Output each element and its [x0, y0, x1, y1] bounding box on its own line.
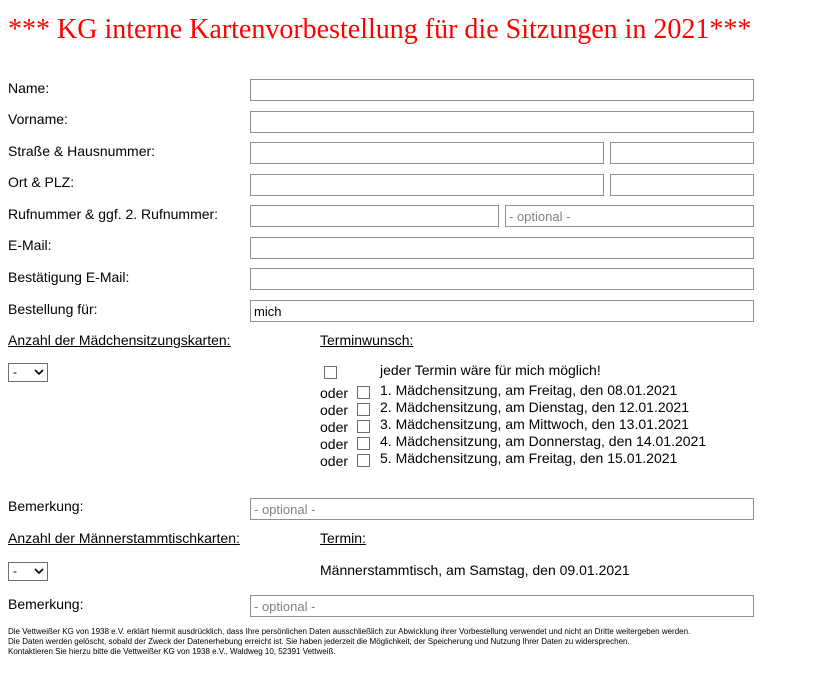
maenner-termin-text: Männerstammtisch, am Samstag, den 09.01.2021: [320, 562, 630, 578]
termin-option-4: 4. Mädchensitzung, am Donnerstag, den 14.01.2021: [380, 433, 707, 449]
telefon-input[interactable]: [250, 205, 499, 227]
oder-label: oder: [320, 385, 349, 401]
oder-label: oder: [320, 402, 349, 418]
termin-option-3: 3. Mädchensitzung, am Mittwoch, den 13.01.2021: [380, 416, 689, 432]
oder-label: oder: [320, 453, 349, 469]
maenner-count-label: Anzahl der Männerstammtischkarten:: [8, 530, 240, 546]
strasse-label: Straße & Hausnummer:: [8, 143, 156, 159]
name-label: Name:: [8, 80, 50, 96]
name-input[interactable]: [250, 79, 754, 101]
maenner-remark-input[interactable]: [250, 595, 754, 617]
maenner-count-select[interactable]: [8, 562, 48, 581]
chevron-down-icon: [34, 366, 44, 378]
checkbox-termin-3[interactable]: [357, 420, 370, 433]
maenner-remark-label: Bemerkung:: [8, 596, 84, 612]
chevron-down-icon: [34, 565, 44, 577]
telefon2-input[interactable]: [505, 205, 754, 227]
checkbox-termin-1[interactable]: [357, 386, 370, 399]
ort-input[interactable]: [250, 174, 604, 196]
termin-option-1: 1. Mädchensitzung, am Freitag, den 08.01.2021: [380, 382, 678, 398]
vorname-label: Vorname:: [8, 111, 68, 127]
email-confirm-label: Bestätigung E-Mail:: [8, 269, 130, 285]
any-termin-label: jeder Termin wäre für mich möglich!: [380, 362, 601, 378]
termin-option-5: 5. Mädchensitzung, am Freitag, den 15.01.2021: [380, 450, 678, 466]
email-label: E-Mail:: [8, 237, 52, 253]
strasse-input[interactable]: [250, 142, 604, 164]
bestellung-label: Bestellung für:: [8, 301, 98, 317]
maedchen-count-select[interactable]: [8, 363, 48, 382]
maedchen-remark-label: Bemerkung:: [8, 498, 84, 514]
termin-option-2: 2. Mädchensitzung, am Dienstag, den 12.01.2021: [380, 399, 689, 415]
oder-label: oder: [320, 436, 349, 452]
maenner-count-value: -: [13, 564, 17, 578]
bestellung-input[interactable]: [250, 300, 754, 322]
vorname-input[interactable]: [250, 111, 754, 133]
oder-label: oder: [320, 419, 349, 435]
privacy-notice: [8, 627, 810, 657]
plz-input[interactable]: [610, 174, 754, 196]
privacy-line-3: Kontaktieren Sie hierzu bitte die Vettweißer KG von 1938 e.V., Waldweg 10, 52391 Vettweiß.: [8, 647, 336, 656]
maedchen-count-value: -: [13, 365, 17, 379]
hausnummer-input[interactable]: [610, 142, 754, 164]
privacy-line-2: Die Daten werden gelöscht, sobald der Zweck der Datenerhebung erreicht ist. Sie haben jederzeit die Möglichkeit, der Speicherung und Nutzung Ihrer Daten zu widersprechen.: [8, 637, 630, 646]
maedchen-termin-label: Terminwunsch:: [320, 332, 414, 348]
maedchen-count-label: Anzahl der Mädchensitzungskarten:: [8, 332, 231, 348]
privacy-line-1: Die Vettweißer KG von 1938 e.V. erklärt hiermit ausdrücklich, dass Ihre persönlichen Daten ausschließlich zur Abwicklung ihrer Vorbestellung verwendet und nicht an Dritte weitergeben werden.: [8, 627, 691, 636]
checkbox-any-termin[interactable]: [324, 366, 337, 379]
checkbox-termin-4[interactable]: [357, 437, 370, 450]
page-title: *** KG interne Kartenvorbestellung für die Sitzungen in 2021***: [8, 14, 752, 45]
checkbox-termin-5[interactable]: [357, 454, 370, 467]
maenner-termin-label: Termin:: [320, 530, 366, 546]
ort-label: Ort & PLZ:: [8, 174, 75, 190]
telefon-label: Rufnummer & ggf. 2. Rufnummer:: [8, 206, 219, 222]
email-confirm-input[interactable]: [250, 268, 754, 290]
email-input[interactable]: [250, 237, 754, 259]
checkbox-termin-2[interactable]: [357, 403, 370, 416]
maedchen-remark-input[interactable]: [250, 498, 754, 520]
